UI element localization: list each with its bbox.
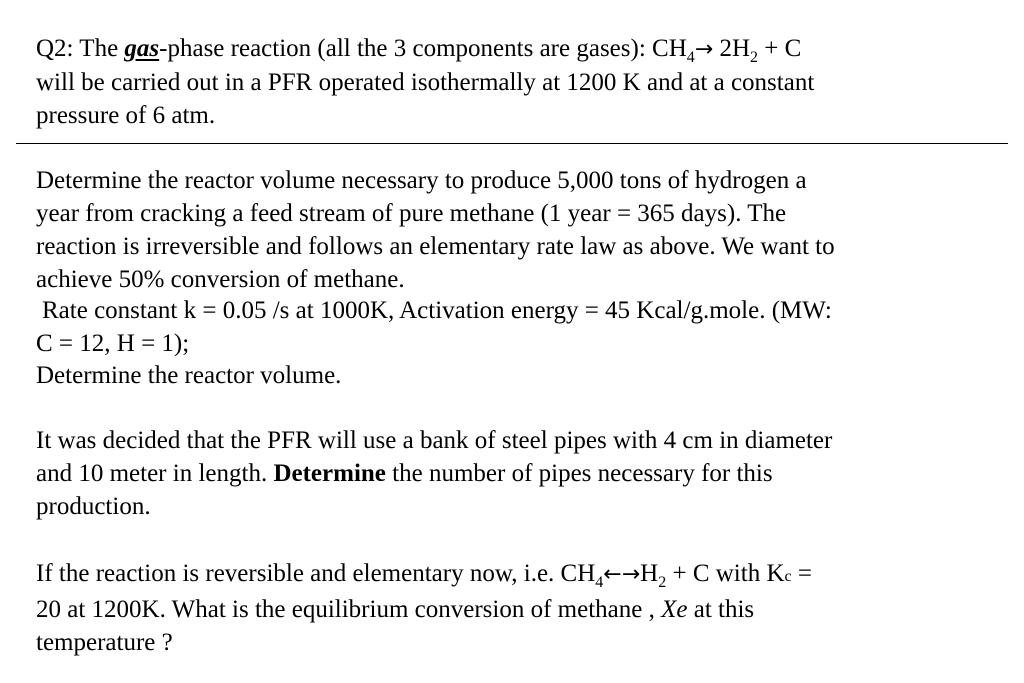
paragraph-1-line-1: Determine the reactor volume necessary to produce 5,000 tons of hydrogen a bbox=[36, 167, 807, 194]
pipes-count-text: the number of pipes necessary for this bbox=[385, 460, 773, 487]
reaction-text: -phase reaction (all the 3 components are gases): CH bbox=[159, 35, 687, 62]
xe-variable: Xe bbox=[661, 596, 688, 623]
paragraph-4-line-1: It was decided that the PFR will use a bank of steel pipes with 4 cm in diameter bbox=[36, 427, 833, 454]
paragraph-3-line-1: Determine the reactor volume. bbox=[36, 362, 342, 389]
kc-subscript: c bbox=[784, 568, 792, 585]
question-statement bbox=[36, 32, 996, 132]
subscript-2: 2 bbox=[658, 574, 667, 591]
subscript-4: 4 bbox=[595, 574, 604, 591]
double-arrow-icon: ←→ bbox=[603, 562, 641, 587]
question-line-2: will be carried out in a PFR operated isothermally at 1200 K and at a constant bbox=[36, 69, 815, 96]
carbon-product: + C bbox=[758, 35, 802, 62]
paragraph-4-line-3: production. bbox=[36, 493, 151, 520]
paragraph-steel-pipes bbox=[36, 424, 996, 523]
pipe-length-text: and 10 meter in length. bbox=[36, 460, 274, 487]
paragraph-rate-constant bbox=[36, 294, 996, 360]
gas-word-emphasis: gas bbox=[124, 35, 160, 62]
paragraph-5-line-2 bbox=[36, 593, 996, 626]
right-arrow-icon: → bbox=[694, 37, 714, 62]
determine-bold-word: Determine bbox=[273, 460, 386, 487]
question-line-1 bbox=[36, 32, 996, 66]
paragraph-2-line-2: C = 12, H = 1); bbox=[36, 330, 190, 357]
paragraph-1-line-2: year from cracking a feed stream of pure methane (1 year = 365 days). The bbox=[36, 200, 787, 227]
reversible-reaction-text: If the reaction is reversible and elementary now, i.e. CH bbox=[36, 560, 596, 587]
paragraph-2-line-1: Rate constant k = 0.05 /s at 1000K, Activation energy = 45 Kcal/g.mole. (MW: bbox=[42, 297, 832, 324]
horizontal-divider bbox=[16, 143, 1008, 144]
carbon-kc-text: + C with K bbox=[666, 560, 785, 587]
at-this-text: at this bbox=[687, 596, 755, 623]
question-line-3: pressure of 6 atm. bbox=[36, 102, 216, 129]
paragraph-5-line-3: temperature ? bbox=[36, 629, 173, 656]
paragraph-equilibrium bbox=[36, 557, 996, 659]
hydrogen-product: 2H bbox=[713, 35, 750, 62]
subscript-2: 2 bbox=[750, 49, 758, 66]
paragraph-1-line-4: achieve 50% conversion of methane. bbox=[36, 266, 405, 293]
question-label: Q2: The bbox=[36, 35, 125, 62]
paragraph-reactor-volume bbox=[36, 164, 996, 296]
paragraph-determine-volume bbox=[36, 359, 996, 392]
hydrogen-product: H bbox=[640, 560, 659, 587]
equals-sign: = bbox=[791, 560, 812, 587]
paragraph-1-line-3: reaction is irreversible and follows an elementary rate law as above. We want to bbox=[36, 233, 835, 260]
paragraph-4-line-2 bbox=[36, 457, 996, 490]
equilibrium-question-text: 20 at 1200K. What is the equilibrium conversion of methane , bbox=[36, 596, 662, 623]
subscript-4: 4 bbox=[686, 49, 695, 66]
paragraph-5-line-1 bbox=[36, 557, 996, 593]
